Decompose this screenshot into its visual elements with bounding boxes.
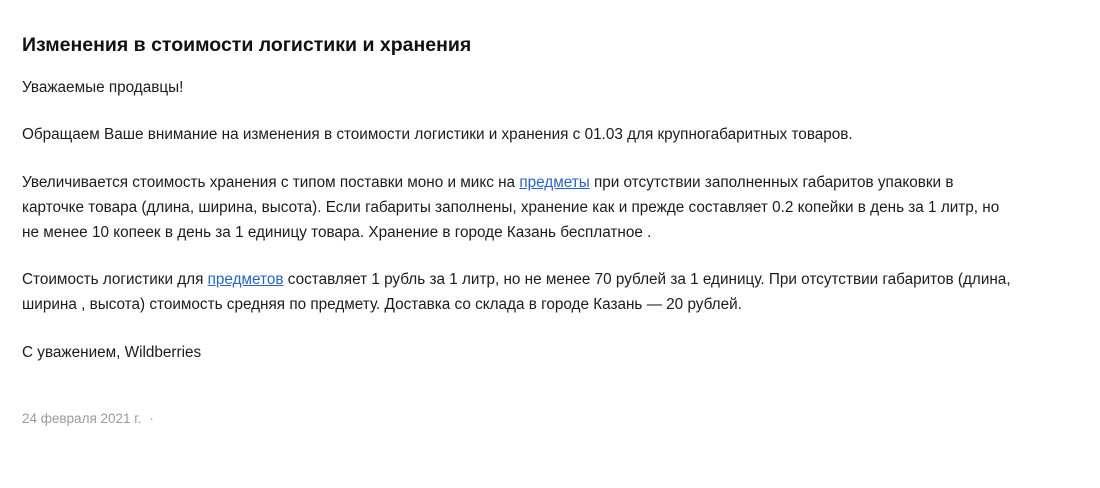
logistics-text-before-link: Стоимость логистики для: [22, 271, 208, 288]
logistics-line-2: ширина , высота) стоимость средняя по предмету. Доставка со склада в городе Казань — 20 рублей.: [22, 296, 742, 313]
subjects-link-logistics[interactable]: предметов: [207, 271, 284, 288]
storage-paragraph: [22, 170, 1082, 245]
publish-date: 24 февраля 2021 г.: [22, 411, 142, 426]
signoff-text: С уважением, Wildberries: [22, 344, 202, 361]
storage-line-2: карточке товара (длина, ширина, высота). Если габариты заполнены, хранение как и прежде составляет 0.2 копейки в день за 1 литр, но: [22, 199, 1000, 216]
intro-paragraph: Обращаем Ваше внимание на изменения в стоимости логистики и хранения с 01.03 для крупногабаритных товаров.: [22, 126, 853, 143]
greeting-text: Уважаемые продавцы!: [22, 79, 184, 96]
logistics-text-after-link: составляет 1 рубль за 1 литр, но не менее 70 рублей за 1 единицу. При отсутствии габаритов (длина,: [283, 271, 1011, 288]
subjects-link[interactable]: предметы: [519, 174, 590, 191]
logistics-line-1: [22, 267, 1082, 292]
storage-text-before-link: Увеличивается стоимость хранения с типом поставки моно и микс на: [22, 174, 520, 191]
storage-text-after-link: при отсутствии заполненных габаритов упаковки в: [589, 174, 954, 191]
article-meta: [22, 409, 154, 429]
storage-line-3: не менее 10 копеек в день за 1 единицу товара. Хранение в городе Казань бесплатное .: [22, 224, 652, 241]
logistics-paragraph: [22, 267, 1082, 317]
article-title: Изменения в стоимости логистики и хранения: [22, 34, 472, 56]
storage-line-1: [22, 170, 1082, 195]
meta-separator: ·: [149, 411, 154, 426]
